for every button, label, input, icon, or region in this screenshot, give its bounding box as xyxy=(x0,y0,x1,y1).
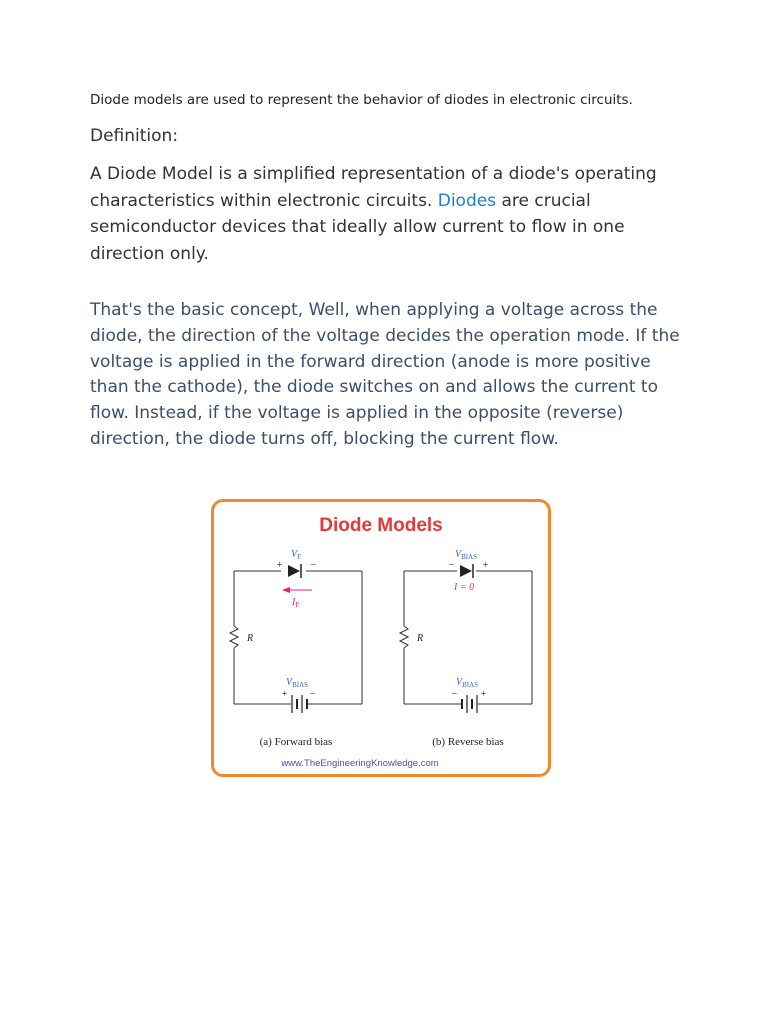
reverse-vbias-top-label: $V_{BIAS}$ xyxy=(455,549,478,561)
forward-battery-minus: − xyxy=(309,689,316,700)
forward-battery-icon xyxy=(292,695,307,713)
diodes-link[interactable]: Diodes xyxy=(437,190,497,211)
reverse-diode-icon xyxy=(460,565,472,577)
diode-models-diagram xyxy=(214,502,548,774)
forward-diode-plus: + xyxy=(276,560,283,571)
reverse-current-label: I = 0 xyxy=(454,582,475,593)
reverse-diode-minus: − xyxy=(448,560,455,571)
reverse-vbias-label: $V_{BIAS}$ xyxy=(456,677,479,689)
reverse-resistor-label: R xyxy=(417,633,424,644)
forward-resistor-label: R xyxy=(247,633,254,644)
reverse-bias-caption: (b) Reverse bias xyxy=(432,736,504,748)
definition-paragraph xyxy=(90,161,690,267)
forward-vbias-label: $V_{BIAS}$ xyxy=(286,677,309,689)
reverse-diode-plus: + xyxy=(482,560,489,571)
diode-models-figure xyxy=(211,499,551,777)
source-url: www.TheEngineeringKnowledge.com xyxy=(281,758,439,769)
definition-text-start: A Diode Model is a simplified representation of a diode's operating characteristics within electronic circuits. xyxy=(90,164,657,211)
forward-bias-caption: (a) Forward bias xyxy=(259,736,333,748)
forward-vf-label: $V_F$ xyxy=(291,549,302,561)
intro-text: Diode models are used to represent the behavior of diodes in electronic circuits. xyxy=(90,92,633,108)
forward-current-arrow-icon xyxy=(282,587,312,593)
forward-diode-minus: − xyxy=(310,560,317,571)
figure-title: Diode Models xyxy=(319,515,443,536)
reverse-battery-plus: + xyxy=(480,689,487,700)
forward-battery-plus: + xyxy=(281,689,288,700)
definition-text-end: are crucial semiconductor devices that ideally allow current to flow in one direction only. xyxy=(90,190,625,264)
operation-paragraph: That's the basic concept, Well, when applying a voltage across the diode, the direction of the voltage decides the operation mode. If the voltage is applied in the forward direction (anode is more positive than the cathode), the diode switches on and allows the current to flow. Instead, if the voltage is applied in the opposite (reverse) direction, the diode turns off, blocking the current flow. xyxy=(90,300,680,449)
forward-if-label: $I_F$ xyxy=(292,597,300,609)
reverse-battery-icon xyxy=(462,695,477,713)
reverse-battery-minus: − xyxy=(451,689,458,700)
definition-heading: Definition: xyxy=(90,126,179,146)
forward-diode-icon xyxy=(288,565,300,577)
